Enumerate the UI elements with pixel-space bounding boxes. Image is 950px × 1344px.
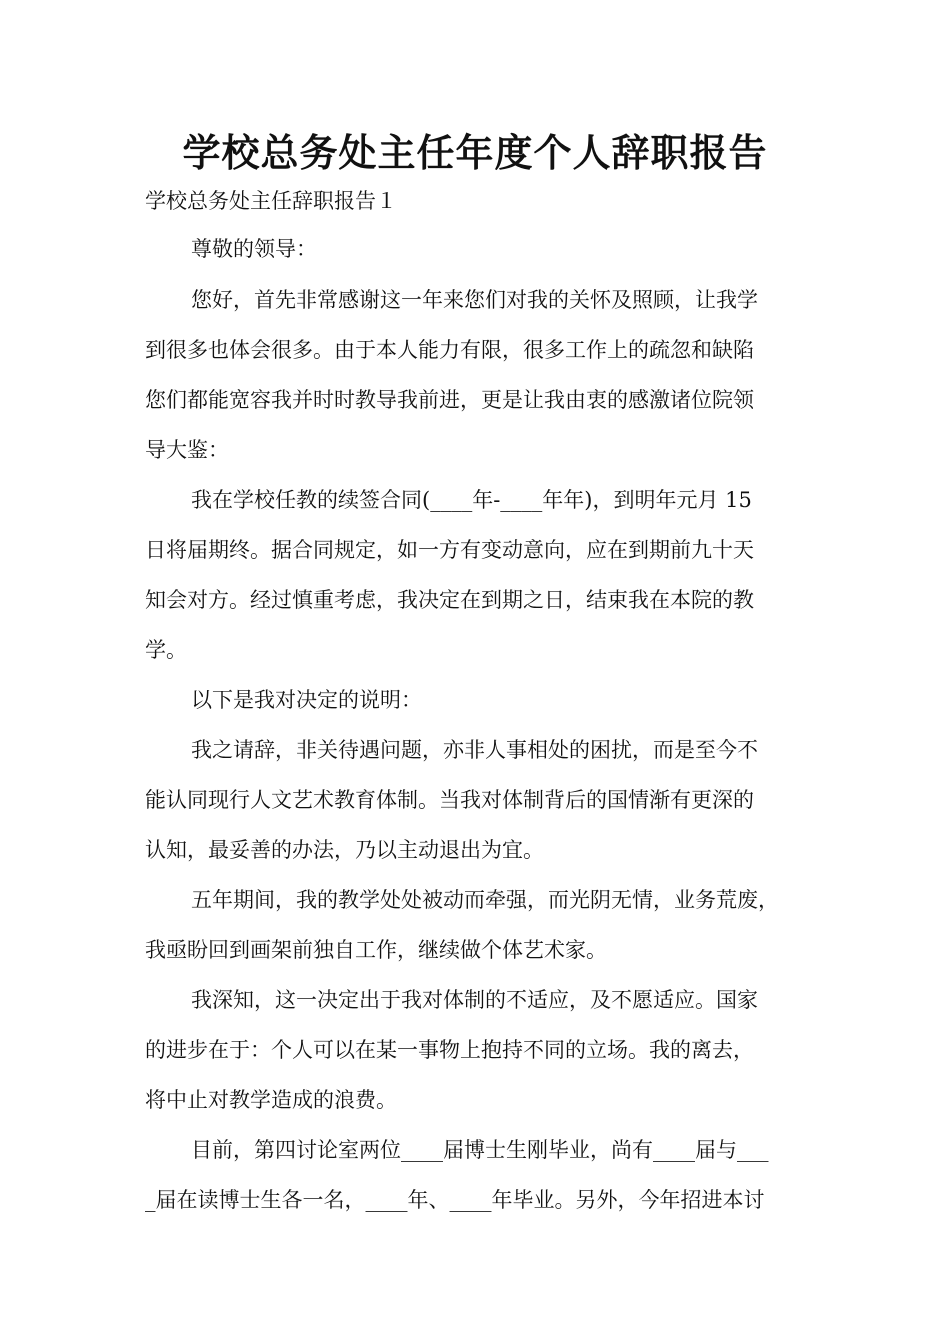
paragraph-line: 认知，最妥善的办法，乃以主动退出为宜。 bbox=[145, 838, 544, 862]
paragraph-salutation bbox=[145, 224, 815, 274]
paragraph-line: 您好，首先非常感谢这一年来您们对我的关怀及照顾，让我学 bbox=[191, 288, 758, 312]
document-subtitle: 学校总务处主任辞职报告１ bbox=[145, 189, 397, 213]
paragraph-line: _届在读博士生各一名，____年、____年毕业。另外，今年招进本讨 bbox=[145, 1188, 765, 1212]
paragraph-line: 的进步在于：个人可以在某一事物上抱持不同的立场。我的离去， bbox=[145, 1038, 754, 1062]
paragraph-thanks bbox=[145, 275, 815, 475]
paragraph-line: 我在学校任教的续签合同(____年-____年年)，到明年元月 15 bbox=[191, 488, 752, 512]
paragraph-line: 我之请辞，非关待遇问题，亦非人事相处的困扰，而是至今不 bbox=[191, 738, 758, 762]
paragraph-line: 以下是我对决定的说明： bbox=[191, 688, 422, 712]
paragraph-line: 日将届期终。据合同规定，如一方有变动意向，应在到期前九十天 bbox=[145, 538, 754, 562]
paragraph-line: 将中止对教学造成的浪费。 bbox=[145, 1088, 397, 1112]
paragraph-line: 我亟盼回到画架前独自工作，继续做个体艺术家。 bbox=[145, 938, 607, 962]
paragraph-line: 尊敬的领导： bbox=[191, 237, 317, 261]
paragraph-reason bbox=[145, 725, 815, 875]
paragraph-explanation-intro bbox=[145, 675, 815, 725]
paragraph-line: 学。 bbox=[145, 638, 187, 662]
paragraph-line: 我深知，这一决定出于我对体制的不适应，及不愿适应。国家 bbox=[191, 988, 758, 1012]
paragraph-understanding bbox=[145, 975, 815, 1125]
paragraph-current-status bbox=[145, 1125, 815, 1225]
paragraph-line: 到很多也体会很多。由于本人能力有限，很多工作上的疏忽和缺陷 bbox=[145, 338, 754, 362]
paragraph-line: 能认同现行人文艺术教育体制。当我对体制背后的国情渐有更深的 bbox=[145, 788, 754, 812]
paragraph-line: 导大鉴： bbox=[145, 438, 229, 462]
paragraph-line: 您们都能宽容我并时时教导我前进，更是让我由衷的感激诸位院领 bbox=[145, 388, 754, 412]
paragraph-line: 知会对方。经过慎重考虑，我决定在到期之日，结束我在本院的教 bbox=[145, 588, 754, 612]
paragraph-line: 五年期间，我的教学处处被动而牵强，而光阴无情，业务荒废， bbox=[191, 888, 779, 912]
paragraph-five-years bbox=[145, 875, 815, 975]
document-title: 学校总务处主任年度个人辞职报告 bbox=[182, 131, 768, 175]
paragraph-contract bbox=[145, 475, 815, 675]
paragraph-line: 目前，第四讨论室两位____届博士生刚毕业，尚有____届与___ bbox=[191, 1138, 769, 1162]
